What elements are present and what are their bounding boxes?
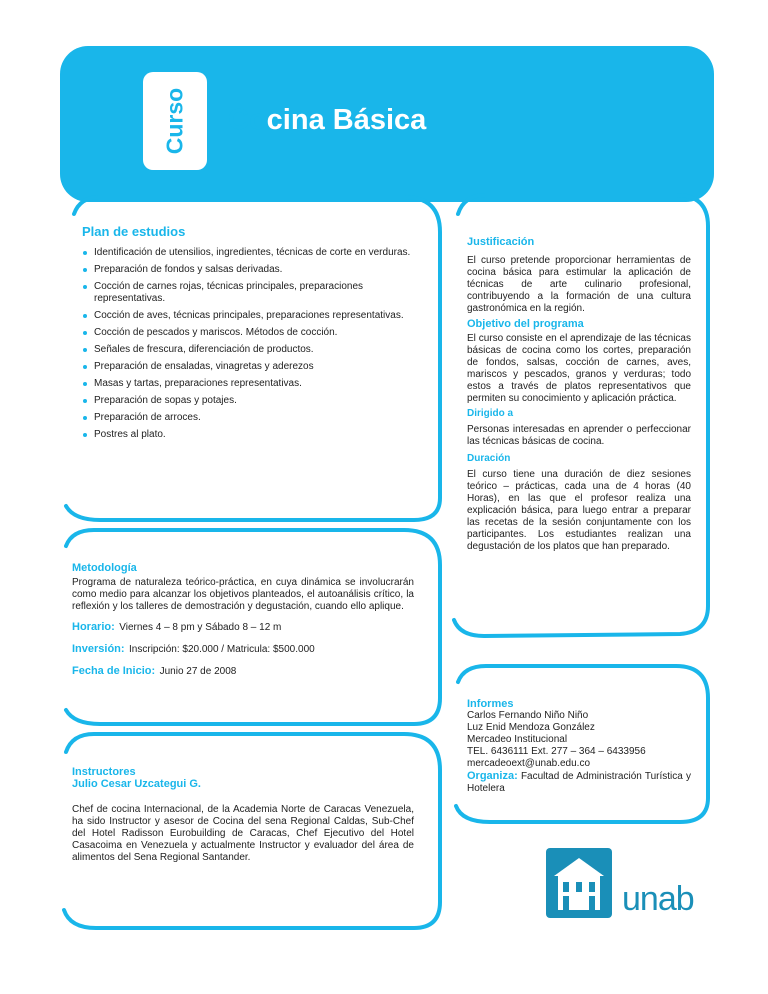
inversion-value: Inscripción: $20.000 / Matricula: $500.000 <box>129 644 315 655</box>
plan-title: Plan de estudios <box>82 224 186 239</box>
instructores-section <box>72 766 414 864</box>
list-item: Señales de frescura, diferenciación de productos. <box>82 344 412 356</box>
list-item: Preparación de fondos y salsas derivadas. <box>82 264 412 276</box>
instructores-title: Instructores <box>72 766 136 778</box>
duracion-title: Duración <box>467 453 511 464</box>
list-item: Preparación de ensaladas, vinagretas y aderezos <box>82 361 412 373</box>
instructor-bio: Chef de cocina Internacional, de la Academia Norte de Caracas Venezuela, ha sido Instructor y asesor de Cocina del sena Regional Caldas, Sub-Chef del Hotel Radisson Eurobuilding de Caracas, Chef Ejecutivo del Hotel Casacoima en Venezuela y actualmente Instructor y evaluador del área de alimentos del Sena Regional Santander. <box>72 804 414 863</box>
list-item: Preparación de arroces. <box>82 412 412 424</box>
list-item: Cocción de aves, técnicas principales, preparaciones representativas. <box>82 310 412 322</box>
dirigido-text: Personas interesadas en aprender o perfeccionar las técnicas básicas de cocina. <box>467 424 691 447</box>
informes-title: Informes <box>467 698 514 710</box>
dirigido-title: Dirigido a <box>467 408 514 419</box>
info-section <box>467 236 691 553</box>
plan-section <box>82 224 412 446</box>
curso-label: Curso <box>161 87 188 155</box>
informes-email: mercadeoext@unab.edu.co <box>467 758 591 769</box>
informes-line: Mercadeo Institucional <box>467 734 568 745</box>
justificacion-text: El curso pretende proporcionar herramientas de cocina básica para estimular la aplicación de técnicas de arte culinario profesional, contribuyendo a la formación de una cultura gastronómica en la región. <box>467 255 691 314</box>
informes-line: Carlos Fernando Niño Niño <box>467 710 589 721</box>
list-item: Postres al plato. <box>82 429 412 441</box>
fecha-label: Fecha de Inicio: <box>72 665 156 677</box>
organiza-row <box>467 770 691 795</box>
inversion-row <box>72 639 414 657</box>
horario-label: Horario: <box>72 621 115 633</box>
justificacion-title: Justificación <box>467 236 535 248</box>
instructor-name: Julio Cesar Uzcategui G. <box>72 778 201 790</box>
list-item: Cocción de carnes rojas, técnicas principales, preparaciones representativas. <box>82 281 412 305</box>
title-highlight: Co <box>228 104 267 136</box>
organiza-label: Organiza: <box>467 770 518 782</box>
metodologia-text: Programa de naturaleza teórico-práctica, en cuya dinámica se involucrarán como medio para alcanzar los objetivos planteados, el autoanálisis crítico, la reflexión y los talleres de demostración y degustación, cuando ello aplique. <box>72 577 414 612</box>
informes-line: TEL. 6436111 Ext. 277 – 364 – 6433956 <box>467 746 646 757</box>
list-item: Masas y tartas, preparaciones representativas. <box>82 378 412 390</box>
list-item: Preparación de sopas y potajes. <box>82 395 412 407</box>
inversion-label: Inversión: <box>72 643 125 655</box>
informes-section <box>467 698 691 795</box>
list-item: Identificación de utensilios, ingredientes, técnicas de corte en verduras. <box>82 247 412 259</box>
duracion-text: El curso tiene una duración de diez sesiones teórico – prácticas, cada una de 4 horas (40 Horas), en las que el profesor realiza una explicación básica, para luego entrar a preparar las recetas de la sesión conjuntamente con los participantes. Los estudiantes realizan una degustación de los platos que han preparado. <box>467 469 691 552</box>
objetivo-title: Objetivo del programa <box>467 318 584 330</box>
informes-line: Luz Enid Mendoza González <box>467 722 595 733</box>
metodologia-title: Metodología <box>72 562 137 574</box>
unab-logo-icon <box>544 846 614 920</box>
metodologia-section <box>72 562 414 679</box>
horario-row <box>72 617 414 635</box>
plan-list <box>82 247 412 441</box>
unab-logo-text: unab <box>622 880 694 918</box>
horario-value: Viernes 4 – 8 pm y Sábado 8 – 12 m <box>119 622 282 633</box>
organiza-value: Facultad de Administración Turística y Hotelera <box>467 771 691 794</box>
objetivo-text: El curso consiste en el aprendizaje de las técnicas básicas de cocina como los cortes, preparación de fondos, salsas, cocción de carnes, aves, mariscos y pescados, granos y verduras; todo estos a través de platos representativos que permiten su conocimiento y aplicación práctica. <box>467 333 691 404</box>
title-rest: cina Básica <box>266 104 427 136</box>
fecha-value: Junio 27 de 2008 <box>159 666 237 677</box>
fecha-row <box>72 661 414 679</box>
list-item: Cocción de pescados y mariscos. Métodos de cocción. <box>82 327 412 339</box>
